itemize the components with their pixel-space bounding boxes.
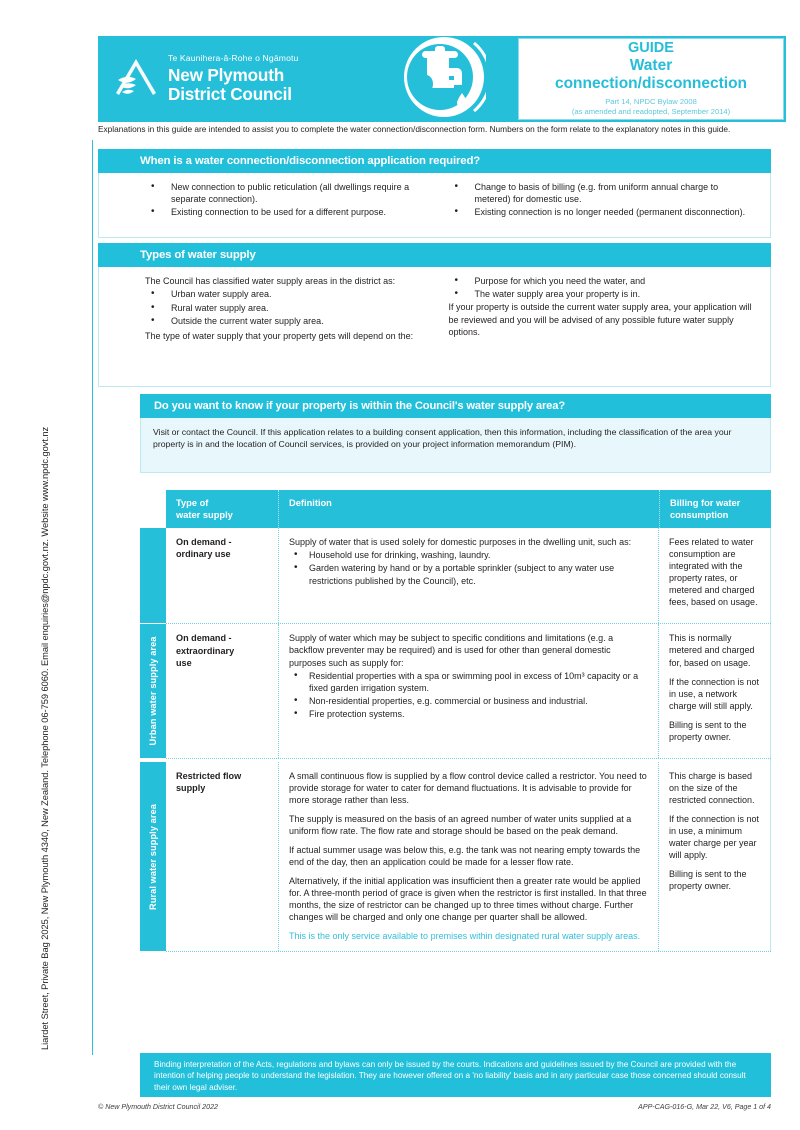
council-address-vertical: Liardet Street, Private Bag 2025, New Plymouth 4340, New Zealand. Telephone 06-759 6060. Email enquiries@npdc.govt.nz. Website www.npdc.govt.nz xyxy=(40,426,50,1050)
cell-definition-row3 xyxy=(278,762,658,952)
row2-def-intro: Supply of water which may be subject to specific conditions and limitations (e.g. a backflow preventer may be required) and is used for other than general domestic purposes such as supply for: xyxy=(289,633,614,668)
council-wordmark xyxy=(168,54,298,104)
section-heading-types-of-supply: Types of water supply xyxy=(98,243,771,267)
guide-kicker: GUIDE xyxy=(628,39,674,56)
list-item: • Rural water supply area. xyxy=(145,302,425,314)
guide-bylaw-reference xyxy=(572,97,730,117)
types-right-bullet-list xyxy=(449,275,755,300)
spine-header-blank xyxy=(140,490,166,528)
row2-type-line1: On demand - xyxy=(176,633,232,644)
spine-label-rural: Rural water supply area xyxy=(148,803,158,910)
cell-type-row2 xyxy=(166,624,278,757)
cell-definition-row1 xyxy=(278,528,658,623)
types-right-column xyxy=(435,275,771,386)
row3-def-para1: The supply is measured on the basis of an agreed number of water units supplied at a uniform flow rate. The flow rate and storage should be based on the peak demand. xyxy=(289,813,632,836)
row1-def-intro: Supply of water that is used solely for domestic purposes in the dwelling unit, such as: xyxy=(289,537,632,548)
footer-copyright: © New Plymouth District Council 2022 xyxy=(98,1103,218,1111)
intro-note: Explanations in this guide are intended to assist you to complete the water connection/disconnection form. Numbers on the form relate to the explanatory notes in this guide. xyxy=(98,124,731,134)
spine-urban-water-supply-area xyxy=(140,624,166,757)
when-left-bullet-list xyxy=(145,181,425,219)
row2-billing-para1: This is normally metered and charged for, based on usage. xyxy=(669,633,755,668)
row1-def-bullets xyxy=(289,549,650,587)
footer-document-reference: APP-CAG-016-G, Mar 22, V6, Page 1 of 4 xyxy=(638,1103,771,1111)
when-left-column xyxy=(99,181,435,237)
list-item: • Fire protection systems. xyxy=(289,708,650,720)
table-row xyxy=(140,528,771,623)
column-header-billing xyxy=(659,490,771,528)
guide-bylaw-line2: (as amended and readopted, September 2014) xyxy=(571,107,731,117)
section-heading-when-required: When is a water connection/disconnection application required? xyxy=(98,149,771,173)
cell-type-row3 xyxy=(166,762,278,952)
npdc-logo-icon xyxy=(110,53,162,105)
row1-type-line2: ordinary use xyxy=(176,549,231,560)
row3-billing-para3: Billing is sent to the property owner. xyxy=(669,869,747,892)
cell-billing-row1 xyxy=(658,528,770,623)
list-item: • Residential properties with a spa or swimming pool in excess of 10m³ capacity or a fixed garden irrigation system. xyxy=(289,670,650,694)
cell-billing-row2 xyxy=(658,624,770,757)
table-row xyxy=(140,762,771,952)
council-branding xyxy=(98,36,370,122)
list-item: • Household use for drinking, washing, laundry. xyxy=(289,549,650,561)
types-left-outro: The type of water supply that your property gets will depend on the: xyxy=(145,331,414,342)
row3-def-intro: A small continuous flow is supplied by a flow control device called a restrictor. You need to provide storage for water to cater for demand fluctuations. It is advisable to provide for more storage rather than less. xyxy=(289,770,647,805)
row3-billing-para1: This charge is based on the size of the restricted connection. xyxy=(669,770,755,805)
guide-title-block xyxy=(518,38,784,120)
document-masthead xyxy=(98,36,786,122)
row3-def-para2: If actual summer usage was below this, e.g. the tank was not nearing empty towards the end of the day, then an application could be made for a lesser flow rate. xyxy=(289,845,641,868)
cell-definition-row2 xyxy=(278,624,658,757)
section-panel-when-required xyxy=(98,173,771,238)
table-row xyxy=(140,624,771,757)
when-right-column xyxy=(435,181,771,237)
side-address-strip xyxy=(0,0,96,1130)
row1-billing-para1: Fees related to water consumption are integrated with the property rates, or metered and charged fees, based on usage. xyxy=(669,537,758,608)
list-item: • The water supply area your property is in. xyxy=(449,288,755,300)
spine-rural-water-supply-area xyxy=(140,762,166,952)
list-item: • Non-residential properties, e.g. commercial or business and industrial. xyxy=(289,695,650,707)
row3-type-line2: supply xyxy=(176,782,206,793)
council-name-line1: New Plymouth xyxy=(168,64,285,85)
section-heading-know-supply-area: Do you want to know if your property is within the Council's water supply area? xyxy=(140,394,771,418)
column-header-billing-line1: Billing for water xyxy=(670,498,741,508)
council-name-line2: District Council xyxy=(168,83,292,104)
column-header-definition: Definition xyxy=(278,490,659,528)
types-left-intro: The Council has classified water supply areas in the district as: xyxy=(145,276,396,286)
water-tap-icon xyxy=(402,35,486,124)
side-vertical-rule xyxy=(92,140,93,1055)
row2-type-line3: use xyxy=(176,657,192,668)
list-item: • Purpose for which you need the water, and xyxy=(449,275,755,287)
types-right-outro: If your property is outside the current water supply area, your application will be reviewed and you will be advised of any possible future water supply options. xyxy=(448,302,752,338)
column-header-type xyxy=(166,490,278,528)
row1-type-line1: On demand - xyxy=(176,537,232,548)
row2-billing-para2: If the connection is not in use, a network charge will still apply. xyxy=(669,676,760,711)
page-footer xyxy=(98,1103,771,1111)
row2-type-line2: extraordinary xyxy=(176,645,235,656)
list-item: • Outside the current water supply area. xyxy=(145,315,425,327)
column-header-type-line1: Type of xyxy=(176,498,209,508)
row2-billing-para3: Billing is sent to the property owner. xyxy=(669,719,747,742)
list-item: • Existing connection to be used for a different purpose. xyxy=(145,206,425,218)
section-panel-types-of-supply xyxy=(98,267,771,387)
cell-billing-row3 xyxy=(658,762,770,952)
column-header-type-line2: water supply xyxy=(176,510,233,521)
council-maori-name: Te Kaunihera-â-Rohe o Ngāmotu xyxy=(168,52,299,63)
guide-title-line2: connection/disconnection xyxy=(554,75,748,93)
row3-def-para3: Alternatively, if the initial application was insufficient then a greater rate would be applied for. A three-month period of grace is given when the restrictor is first installed. In that three months, the size of restrictor can be changed up to three times without charge. Further changes will be charged and only one change per quarter shall be allowed. xyxy=(289,876,647,923)
legal-disclaimer: Binding interpretation of the Acts, regulations and bylaws can only be issued by the courts. Indications and guidelines issued by the Council are provided with the intention of helping people to understand the legislation. They are however offered on a 'no liability' basis and in any particular case those concerned should consult their own legal adviser. xyxy=(140,1053,771,1097)
list-item: • Existing connection is no longer needed (permanent disconnection). xyxy=(449,206,755,218)
when-right-bullet-list xyxy=(449,181,755,219)
guide-bylaw-line1: Part 14, NPDC Bylaw 2008 xyxy=(605,97,697,107)
tap-logo-container xyxy=(370,36,518,122)
row3-billing-para2: If the connection is not in use, a minimum water charge per year will apply. xyxy=(669,813,760,861)
section-panel-know-supply-area xyxy=(140,418,771,473)
row2-def-bullets xyxy=(289,670,650,721)
guide-title-line1: Water xyxy=(629,56,673,74)
list-item: • Change to basis of billing (e.g. from uniform annual charge to metered) for domestic use. xyxy=(449,181,755,205)
types-left-bullet-list xyxy=(145,288,425,327)
document-page xyxy=(98,0,786,1130)
row3-type-line1: Restricted flow xyxy=(176,770,242,781)
table-header-row xyxy=(140,490,771,528)
know-supply-area-body: Visit or contact the Council. If this application relates to a building consent application, then this information, including the classification of the area your property is in and the location of Council services, is provided on your project information memorandum (PIM). xyxy=(153,427,732,450)
cell-type-row1 xyxy=(166,528,278,623)
list-item: • Garden watering by hand or by a portable sprinkler (subject to any water use restrictions published by the Council), etc. xyxy=(289,562,650,586)
water-supply-types-table xyxy=(140,490,771,952)
column-header-billing-line2: consumption xyxy=(670,510,729,521)
list-item: • New connection to public reticulation (all dwellings require a separate connection). xyxy=(145,181,425,205)
spine-urban-water-supply-area-top xyxy=(140,528,166,623)
spine-label-urban: Urban water supply area xyxy=(148,636,158,746)
table-bottom-border xyxy=(166,951,771,952)
types-left-column xyxy=(99,275,435,386)
list-item: • Urban water supply area. xyxy=(145,288,425,300)
row3-def-note: This is the only service available to premises within designated rural water supply areas. xyxy=(289,931,641,942)
